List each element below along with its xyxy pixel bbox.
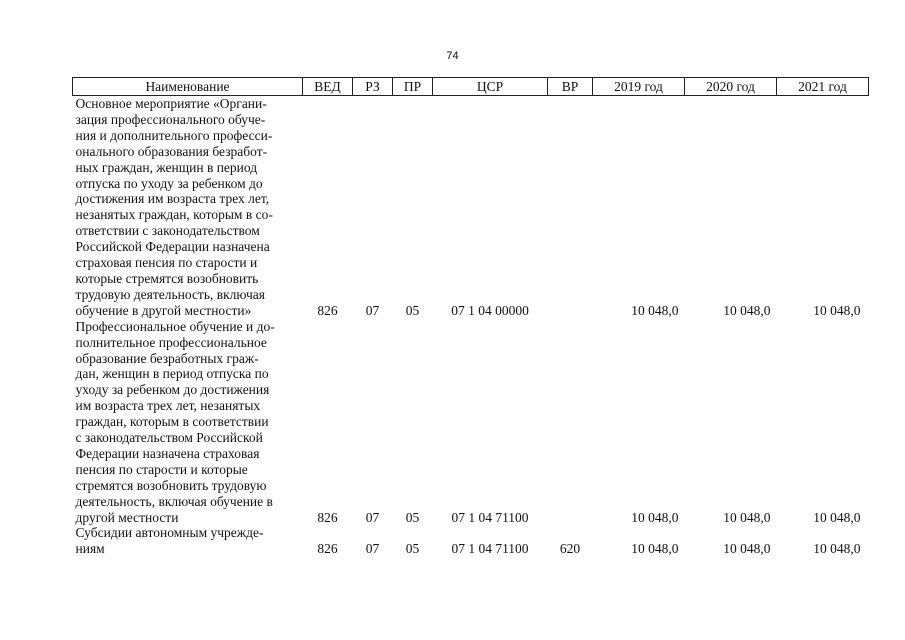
row-vr: [548, 319, 593, 526]
header-name: Наименование: [73, 78, 303, 96]
row-2021: 10 048,0: [813, 541, 861, 557]
row-name-line: онального образования безработ-: [75, 143, 268, 159]
row-name-line: полнительное профессиональное: [75, 334, 267, 350]
header-rz: РЗ: [353, 78, 393, 96]
row-vr: [548, 96, 593, 319]
row-2021: 10 048,0: [813, 302, 861, 318]
row-name-line: Профессиональное обучение и до-: [75, 318, 275, 334]
row-2021: 10 048,0: [813, 509, 861, 525]
row-name-line: им возраста трех лет, незанятых: [75, 398, 261, 414]
header-2019: 2019 год: [593, 78, 685, 96]
row-rz: 07: [365, 509, 380, 525]
row-name-line: обучение в другой местности»: [75, 302, 252, 318]
row-name-line: страховая пенсия по старости и: [75, 255, 258, 271]
row-name-line: деятельность, включая обучение в: [75, 493, 273, 509]
row-name-line: Федерации назначена страховая: [75, 445, 260, 461]
row-name-line: стремятся возобновить трудовую: [75, 477, 267, 493]
row-name-line: дан, женщин в период отпуска по: [75, 366, 269, 382]
budget-table: [72, 77, 869, 557]
table-body: [73, 96, 869, 558]
row-name-line: пенсия по старости и которые: [75, 461, 248, 477]
row-name: [73, 96, 303, 319]
header-ved: ВЕД: [303, 78, 353, 96]
row-name-line: Основное мероприятие «Органи-: [75, 96, 267, 111]
header-2020: 2020 год: [685, 78, 777, 96]
row-pr: 05: [405, 509, 420, 525]
row-name-line: граждан, которым в соответствии: [75, 414, 269, 430]
table-row: [73, 96, 869, 319]
header-2021: 2021 год: [777, 78, 869, 96]
row-ved: 826: [317, 302, 338, 318]
row-name-line: которые стремятся возобновить: [75, 270, 259, 286]
page-number: 74: [446, 50, 459, 62]
row-name-line: отпуска по уходу за ребенком до: [75, 175, 263, 191]
row-2019: 10 048,0: [631, 302, 679, 318]
row-pr: 05: [405, 302, 420, 318]
row-name-line: Российской Федерации назначена: [75, 239, 270, 255]
row-name-line: ния и дополнительного професси-: [75, 127, 273, 143]
row-rz: 07: [365, 541, 380, 557]
row-name: [73, 525, 303, 557]
row-name-line: ных граждан, женщин в период: [75, 159, 258, 175]
header-vr: ВР: [548, 78, 593, 96]
table-row: [73, 319, 869, 526]
header-pr: ПР: [393, 78, 433, 96]
row-name-line: другой местности: [75, 509, 179, 525]
row-ved: 826: [317, 541, 338, 557]
row-name-line: незанятых граждан, которым в со-: [75, 207, 273, 223]
header-row: [73, 78, 869, 96]
row-ved: 826: [317, 509, 338, 525]
row-name: [73, 319, 303, 526]
header-csr: ЦСР: [433, 78, 548, 96]
row-name-line: трудовую деятельность, включая: [75, 286, 265, 302]
row-name-line: ответствии с законодательством: [75, 223, 260, 239]
row-csr: 07 1 04 71100: [451, 509, 529, 525]
row-name-line: уходу за ребенком до достижения: [75, 382, 270, 398]
row-2020: 10 048,0: [723, 302, 771, 318]
row-name-line: Субсидии автономным учрежде-: [75, 525, 264, 541]
row-csr: 07 1 04 00000: [451, 302, 529, 318]
row-2019: 10 048,0: [631, 509, 679, 525]
row-rz: 07: [365, 302, 380, 318]
table-row: [73, 525, 869, 557]
row-2020: 10 048,0: [723, 541, 771, 557]
row-csr: 07 1 04 71100: [451, 541, 529, 557]
row-name-line: ниям: [75, 541, 105, 557]
row-vr: 620: [559, 541, 581, 557]
table-header: [73, 78, 869, 96]
row-name-line: достижения им возраста трех лет,: [75, 191, 270, 207]
row-name-line: с законодательством Российской: [75, 430, 263, 446]
row-pr: 05: [405, 541, 420, 557]
row-2019: 10 048,0: [631, 541, 679, 557]
row-name-line: образование безработных граж-: [75, 350, 259, 366]
row-name-line: зация профессионального обуче-: [75, 111, 266, 127]
row-2020: 10 048,0: [723, 509, 771, 525]
